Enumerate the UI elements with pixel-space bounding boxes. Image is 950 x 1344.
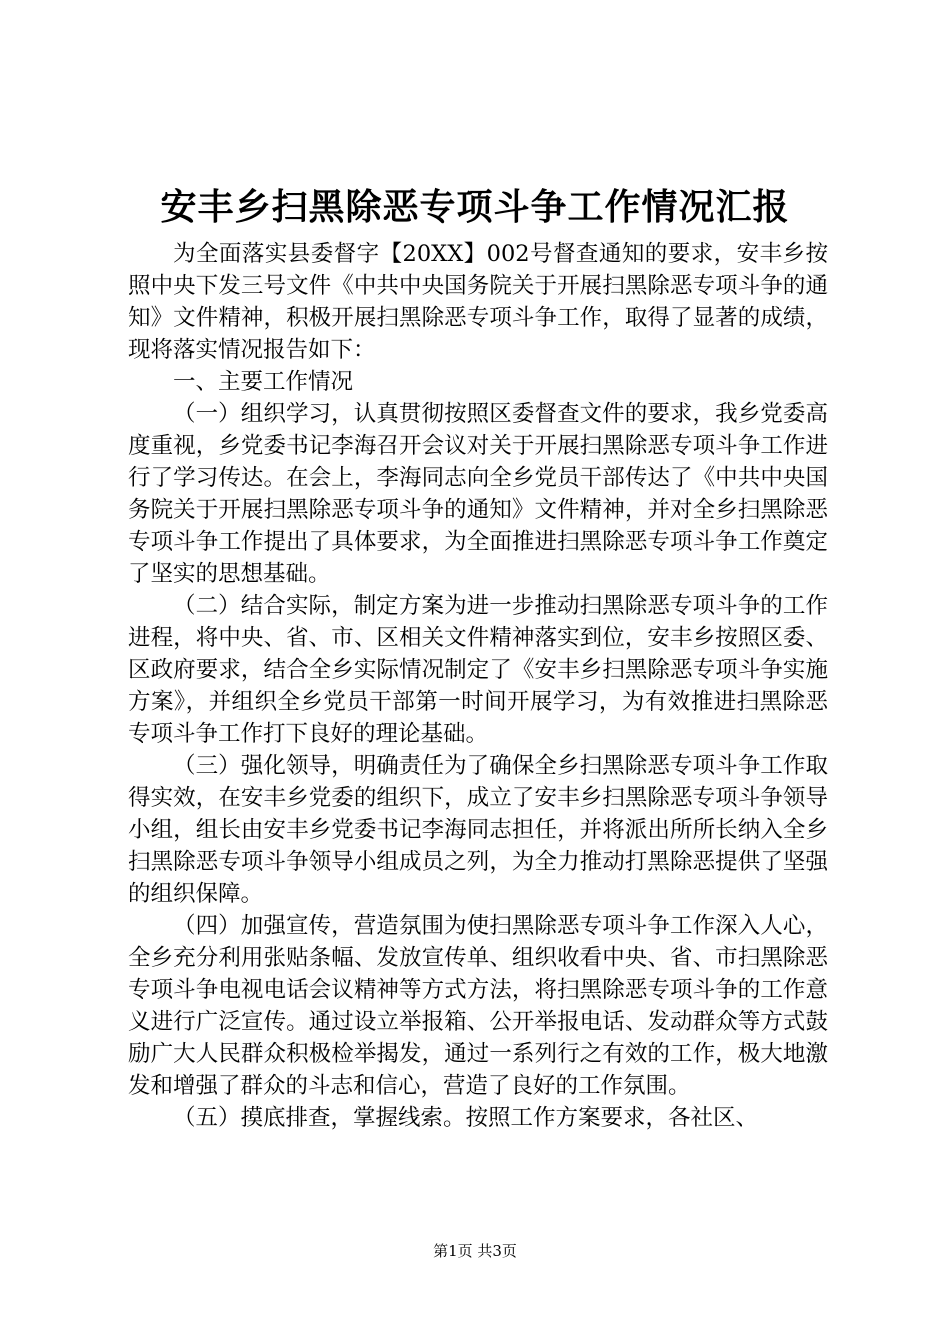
body-paragraph-3: （三）强化领导，明确责任为了确保全乡扫黑除恶专项斗争工作取得实效，在安丰乡党委的组织下，成立了安丰乡扫黑除恶专项斗争领导小组，组长由安丰乡党委书记李海同志担任，并将派出所所长纳入全乡扫黑除恶专项斗争领导小组成员之列，为全力推动打黑除恶提供了坚强的组织保障。 [128,753,828,907]
body-paragraph-5: （五）摸底排查，掌握线索。按照工作方案要求，各社区、 [173,1105,759,1131]
intro-paragraph: 为全面落实县委督字【20XX】002号督查通知的要求，安丰乡按照中央下发三号文件《中共中央国务院关于开展扫黑除恶专项斗争的通知》文件精神，积极开展扫黑除恶专项斗争工作，取得了显著的成绩，现将落实情况报告如下： [128,241,828,363]
section-heading: 一、主要工作情况 [173,369,354,395]
body-paragraph-2: （二）结合实际，制定方案为进一步推动扫黑除恶专项斗争的工作进程，将中央、省、市、区相关文件精神落实到位，安丰乡按照区委、区政府要求，结合全乡实际情况制定了《安丰乡扫黑除恶专项斗争实施方案》，并组织全乡党员干部第一时间开展学习，为有效推进扫黑除恶专项斗争工作打下良好的理论基础。 [128,593,828,747]
document-body [128,238,828,1134]
body-paragraph-1: （一）组织学习，认真贯彻按照区委督查文件的要求，我乡党委高度重视，乡党委书记李海召开会议对关于开展扫黑除恶专项斗争工作进行了学习传达。在会上，李海同志向全乡党员干部传达了《中共中央国务院关于开展扫黑除恶专项斗争的通知》文件精神，并对全乡扫黑除恶专项斗争工作提出了具体要求，为全面推进扫黑除恶专项斗争工作奠定了坚实的思想基础。 [128,401,828,587]
page-number: 第1页 共3页 [433,1242,517,1260]
document-title: 安丰乡扫黑除恶专项斗争工作情况汇报 [160,186,790,228]
body-paragraph-4: （四）加强宣传，营造氛围为使扫黑除恶专项斗争工作深入人心，全乡充分利用张贴条幅、发放宣传单、组织收看中央、省、市扫黑除恶专项斗争电视电话会议精神等方式方法，将扫黑除恶专项斗争的工作意义进行广泛宣传。通过设立举报箱、公开举报电话、发动群众等方式鼓励广大人民群众积极检举揭发，通过一系列行之有效的工作，极大地激发和增强了群众的斗志和信心，营造了良好的工作氛围。 [128,913,828,1099]
